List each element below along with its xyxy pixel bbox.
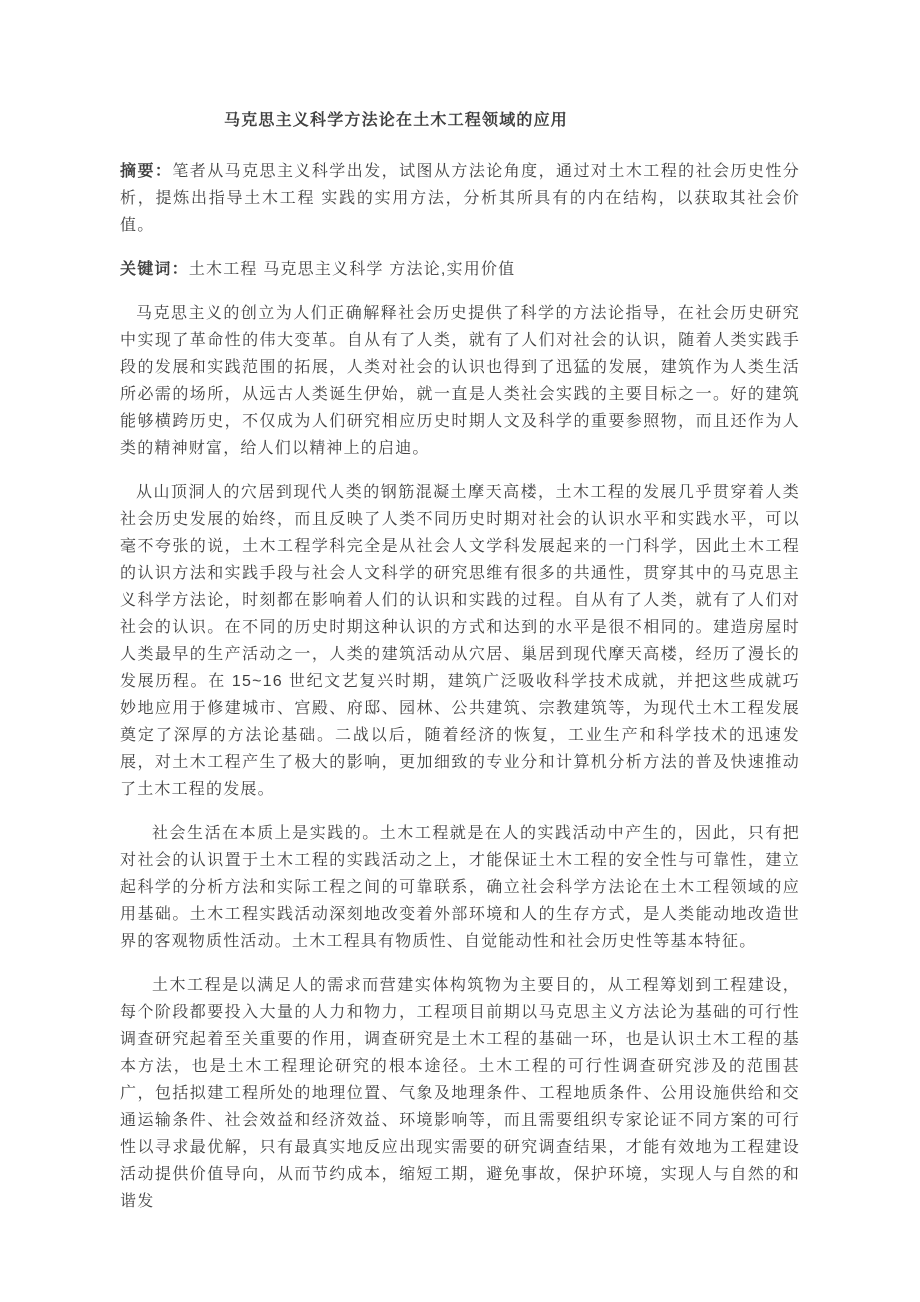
keywords-line [120,256,800,283]
document-title: 马克思主义科学方法论在土木工程领域的应用 [224,112,569,129]
body-paragraph-2: 从山顶洞人的穴居到现代人类的钢筋混凝土摩天高楼，土木工程的发展几乎贯穿着人类社会历史发展的始终，而且反映了人类不同历史时期对社会的认识水平和实践水平，可以毫不夸张的说，土木工程学科完全是从社会人文学科发展起来的一门科学，因此土木工程的认识方法和实践手段与社会人文科学的研究思维有很多的共通性，贯穿其中的马克思主义科学方法论，时刻都在影响着人们的认识和实践的过程。自从有了人类，就有了人们对社会的认识。在不同的历史时期这种认识的方式和达到的水平是很不相同的。建造房屋时人类最早的生产活动之一，人类的建筑活动从穴居、巢居到现代摩天高楼，经历了漫长的发展历程。在 15~16 世纪文艺复兴时期，建筑广泛吸收科学技术成就，并把这些成就巧妙地应用于修建城市、宫殿、府邸、园林、公共建筑、宗教建筑等，为现代土木工程发展奠定了深厚的方法论基础。二战以后，随着经济的恢复，工业生产和科学技术的迅速发展，对土木工程产生了极大的影响，更加细致的专业分和计算机分析方法的普及快速推动了土木工程的发展。 [120,484,800,798]
keywords-text: 土木工程 马克思主义科学 方法论,实用价值 [188,261,516,278]
abstract-label: 摘要： [120,163,173,180]
body-paragraph-1: 马克思主义的创立为人们正确解释社会历史提供了科学的方法论指导，在社会历史研究中实现了革命性的伟大变革。自从有了人类，就有了人们对社会的认识，随着人类实践手段的发展和实践范围的拓展，人类对社会的认识也得到了迅猛的发展，建筑作为人类生活所必需的场所，从远古人类诞生伊始，就一直是人类社会实践的主要目标之一。好的建筑能够横跨历史，不仅成为人们研究相应历史时期人文及科学的重要参照物，而且还作为人类的精神财富，给人们以精神上的启迪。 [120,305,800,457]
body-paragraph-4: 土木工程是以满足人的需求而营建实体构筑物为主要目的，从工程筹划到工程建设，每个阶段都要投入大量的人力和物力，工程项目前期以马克思主义方法论为基础的可行性调查研究起着至关重要的作用，调查研究是土木工程的基础一环，也是认识土木工程的基本方法，也是土木工程理论研究的根本途径。土木工程的可行性调查研究涉及的范围甚广，包括拟建工程所处的地理位置、气象及地理条件、工程地质条件、公用设施供给和交通运输条件、社会效益和经济效益、环境影响等，而且需要组织专家论证不同方案的可行性以寻求最优解，只有最真实地反应出现实需要的研究调查结果，才能有效地为工程建设活动提供价值导向，从而节约成本，缩短工期，避免事故，保护环境，实现人与自然的和谐发 [120,977,800,1210]
body-paragraph-3: 社会生活在本质上是实践的。土木工程就是在人的实践活动中产生的，因此，只有把对社会的认识置于土木工程的实践活动之上，才能保证土木工程的安全性与可靠性，建立起科学的分析方法和实际工程之间的可靠联系，确立社会科学方法论在土木工程领域的应用基础。土木工程实践活动深刻地改变着外部环境和人的生存方式，是人类能动地改造世界的客观物质性活动。土木工程具有物质性、自觉能动性和社会历史性等基本特征。 [120,825,800,950]
keywords-label: 关键词： [120,261,189,278]
abstract-text: 笔者从马克思主义科学出发，试图从方法论角度，通过对土木工程的社会历史性分析，提炼出指导土木工程 实践的实用方法，分析其所具有的内在结构，以获取其社会价值。 [120,163,800,234]
abstract-paragraph [120,158,800,239]
